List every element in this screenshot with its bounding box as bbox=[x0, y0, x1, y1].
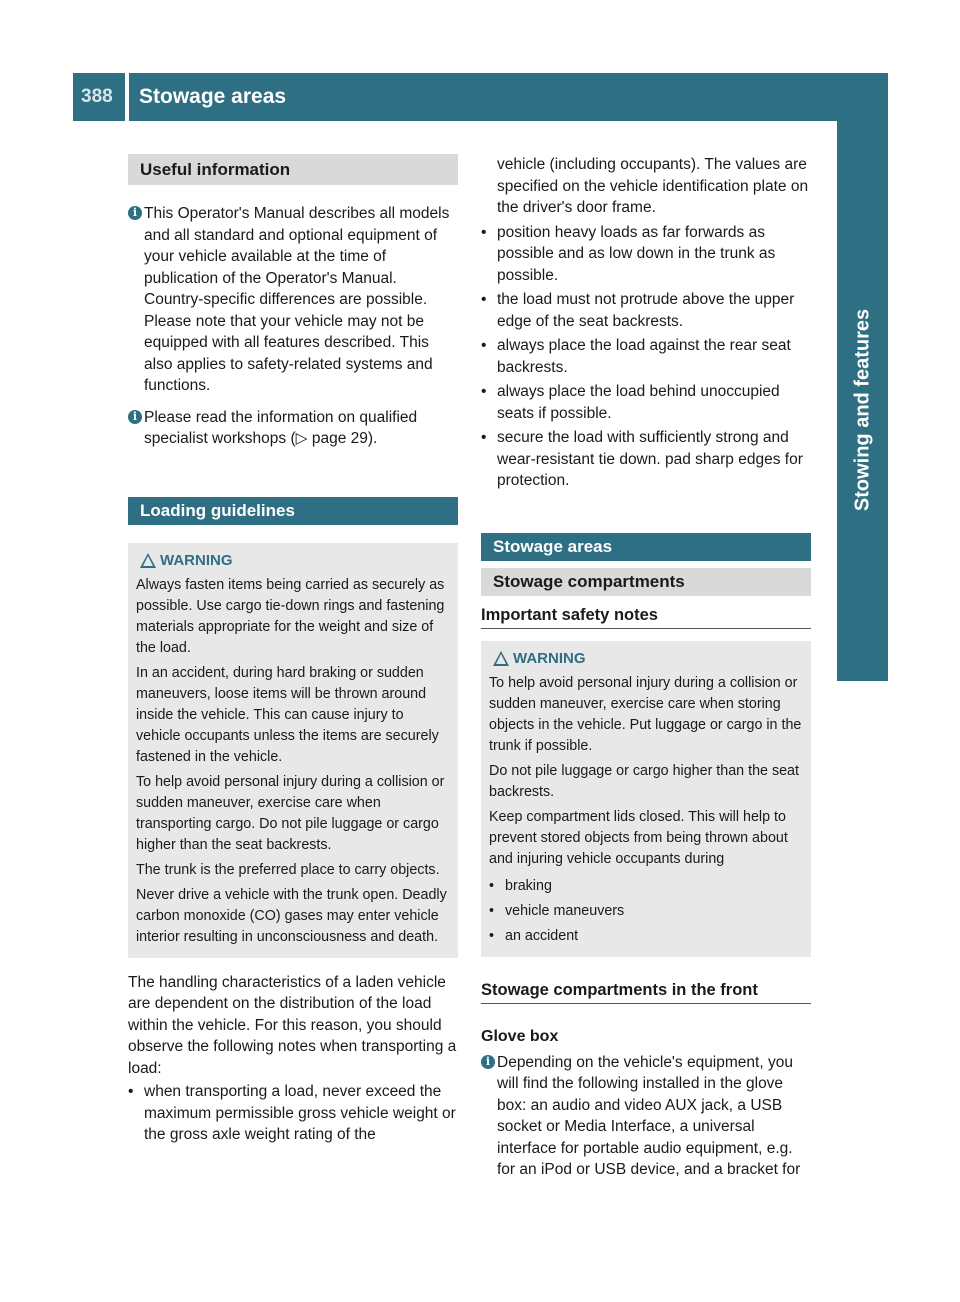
warning-label: WARNING bbox=[513, 649, 586, 667]
warning-list-item: • an accident bbox=[489, 926, 803, 947]
list-item: • always place the load against the rear seat backrests. bbox=[481, 335, 811, 378]
warning-triangle-icon bbox=[140, 553, 156, 568]
warning-label: WARNING bbox=[160, 551, 233, 569]
stowage-compartments-heading: Stowage compartments bbox=[481, 568, 811, 596]
useful-info-heading: Useful information bbox=[128, 154, 458, 185]
stowage-areas-heading: Stowage areas bbox=[481, 533, 811, 561]
warning-header bbox=[136, 551, 450, 571]
warning-paragraph: Always fasten items being carried as securely as possible. Use cargo tie-down rings and fastening materials appropriate for the weight and size of the load. bbox=[136, 576, 445, 656]
warning-paragraph: To help avoid personal injury during a collision or sudden maneuver, exercise care when transporting cargo. Do not pile luggage or cargo higher than the seat backrests. bbox=[136, 773, 445, 853]
list-item: • always place the load behind unoccupied seats if possible. bbox=[481, 381, 811, 424]
warning-paragraph: The trunk is the preferred place to carry objects. bbox=[136, 861, 440, 878]
glove-box-info bbox=[481, 1052, 811, 1181]
list-item: • the load must not protrude above the upper edge of the seat backrests. bbox=[481, 289, 811, 332]
info-icon: i bbox=[481, 1055, 495, 1069]
warning-paragraph: In an accident, during hard braking or sudden maneuvers, loose items will be thrown around inside the vehicle. This can cause injury to vehicle occupants unless the items are securely fastened in the vehicle. bbox=[136, 664, 439, 765]
side-tab-label: Stowing and features bbox=[851, 308, 874, 512]
glove-box-info-text: Depending on the vehicle's equipment, you will find the following installed in the glove box: an audio and video AUX jack, a USB socket or Media Interface, a universal interface for portable audio equipment, e.g. for an iPod or USB device, and a bracket for bbox=[497, 1053, 801, 1178]
left-column bbox=[128, 150, 458, 1146]
list-item: • secure the load with sufficiently strong and wear-resistant tie down. pad sharp edges for protection. bbox=[481, 427, 811, 492]
handling-paragraph: The handling characteristics of a laden vehicle are dependent on the distribution of the load within the vehicle. For this reason, you should observe the following notes when transporting a load: bbox=[128, 973, 457, 1077]
warning-paragraph: Never drive a vehicle with the trunk open. Deadly carbon monoxide (CO) gases may enter vehicle interior resulting in unconsciousness and death. bbox=[136, 886, 447, 945]
warning-list-item: • vehicle maneuvers bbox=[489, 901, 803, 922]
info-note-1-text: This Operator's Manual describes all models and all standard and optional equipment of your vehicle available at the time of publication of the Operator's Manual. Country-specific differences are possible. Please note that your vehicle may not be equipped with all features described. This also applies to safety-related systems and functions. bbox=[144, 205, 450, 394]
warning-paragraph: Keep compartment lids closed. This will help to prevent stored objects from being thrown about and injuring vehicle occupants during bbox=[489, 808, 788, 867]
warning-list-item: • braking bbox=[489, 876, 803, 897]
info-note-1 bbox=[128, 203, 458, 397]
info-icon: i bbox=[128, 410, 142, 424]
warning-triangle-icon bbox=[493, 651, 509, 666]
warning-paragraph: Do not pile luggage or cargo higher than the seat backrests. bbox=[489, 762, 799, 800]
info-icon: i bbox=[128, 206, 142, 220]
info-note-2 bbox=[128, 407, 458, 450]
warning-paragraph: To help avoid personal injury during a collision or sudden maneuver, exercise care when storing objects in the vehicle. Put luggage or cargo in the trunk if possible. bbox=[489, 674, 802, 754]
list-item: • position heavy loads as far forwards as possible and as low down in the trunk as possible. bbox=[481, 222, 811, 287]
stowage-warning-box bbox=[481, 641, 811, 957]
safety-notes-heading: Important safety notes bbox=[481, 604, 811, 629]
front-compartments-heading: Stowage compartments in the front bbox=[481, 979, 811, 1004]
bullet-continuation: vehicle (including occupants). The values are specified on the vehicle identification plate on the driver's door frame. bbox=[497, 156, 809, 216]
side-tab-text bbox=[837, 140, 889, 680]
page-title: Stowage areas bbox=[129, 73, 888, 121]
list-item: • when transporting a load, never exceed the maximum permissible gross vehicle weight or the gross axle weight rating of the bbox=[128, 1081, 458, 1146]
glove-box-heading: Glove box bbox=[481, 1027, 559, 1045]
warning-header bbox=[489, 649, 803, 669]
page-number: 388 bbox=[73, 73, 125, 121]
loading-guidelines-heading: Loading guidelines bbox=[128, 497, 458, 525]
right-column bbox=[481, 154, 811, 1181]
loading-warning-box bbox=[128, 543, 458, 958]
info-note-2-text: Please read the information on qualified specialist workshops (▷ page 29). bbox=[144, 408, 418, 447]
